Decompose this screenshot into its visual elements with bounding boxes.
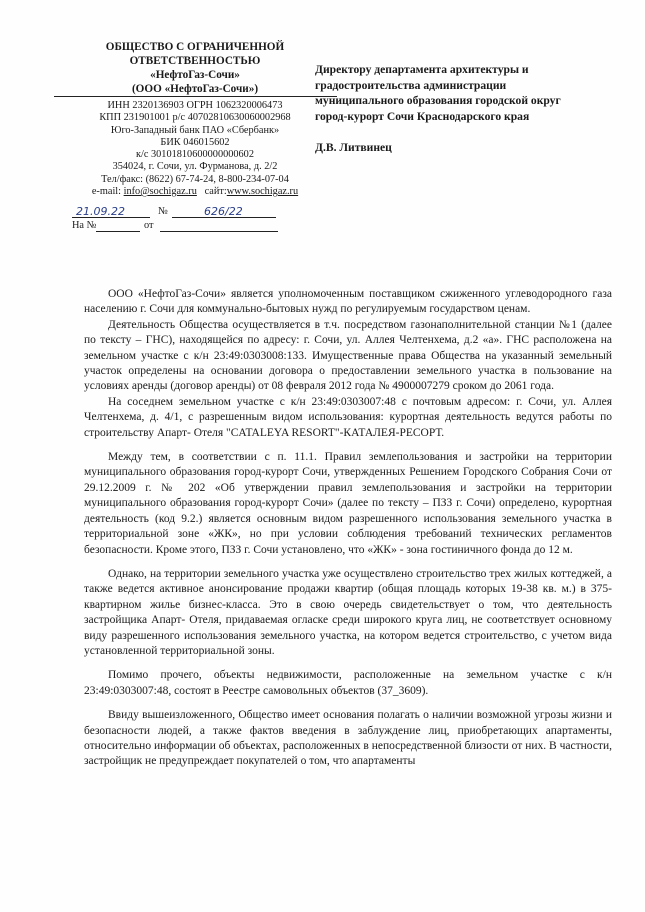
incoming-reference: [72, 220, 282, 234]
email-link[interactable]: info@sochigaz.ru: [123, 186, 197, 198]
sender-requisites: [60, 100, 330, 198]
req-bank: Юго-Западный банк ПАО «Сбербанк»: [110, 124, 280, 136]
req-contacts: [60, 186, 330, 198]
recipient-line-4: город-курорт Сочи Краснодарского края: [315, 109, 530, 123]
ot-label: от: [144, 220, 154, 231]
handwritten-number: 626/22: [204, 205, 243, 218]
req-bik: БИК 046015602: [160, 136, 230, 148]
outgoing-registration: [72, 206, 282, 220]
req-phone: Тел/факс: (8622) 67-74-24, 8-800-234-07-04: [101, 173, 289, 185]
letterhead-divider: [54, 96, 337, 97]
recipient-line-2: градостроительства администрации: [315, 78, 507, 92]
org-line-2: ОТВЕТСТВЕННОСТЬЮ: [129, 55, 261, 67]
req-address: 354024, г. Сочи, ул. Фурманова, д. 2/2: [112, 161, 278, 173]
site-link[interactable]: www.sochigaz.ru: [226, 186, 299, 198]
req-inn: ИНН 2320136903 ОГРН 1062320006473: [107, 100, 283, 111]
letter-body: [84, 287, 612, 770]
paragraph-4: Между тем, в соответствии с п. 11.1. Правил землепользования и застройки на территории муниципального образования город-курорт Сочи, утвержденных Решением Городского Собрания Сочи от 29.12.2009 г. № 202 «Об утверждении правил землепользования и застройки на территории муниципального образования город-курорт Сочи» (далее по тексту – ПЗЗ г. Сочи) определено, курортная деятельность (код 9.2.) является основным видом разрешенного использования земельного участка в территориальной зоне «ЖК», но при условии соблюдения требований технических регламентов безопасности. Кроме этого, ПЗЗ г. Сочи установлено, что «ЖК» - зона гостиничного фонда до 12 м.: [84, 451, 612, 556]
recipient-line-1: Директору департамента архитектуры и: [315, 63, 529, 76]
site-label: сайт:: [204, 186, 227, 198]
recipient-name: Д.В. Литвинец: [315, 141, 392, 154]
paragraph-2: Деятельность Общества осуществляется в т.ч. посредством газонаполнительной станции №1 (далее по тексту – ГНС), находящейся по адресу: г. Сочи, ул. Аллея Челтенхема, д.2 «а». ГНС расположена на земельном участке с к/н 23:49:0303008:133. Имущественные права Общества на указанный земельный участок определены на основании договора о предоставлении земельного участка в пользование на условиях аренды (договор аренды) от 08 февраля 2012 года № 4900007279 сроком до 2061 года.: [84, 318, 612, 393]
paragraph-3: На соседнем земельном участке с к/н 23:49:0303007:48 с почтовым адресом: г. Сочи, ул. Аллея Челтенхема, д. 4/1, с разрешенным видом использования: курортная деятельность ведутся работы по строительству Апарт- Отеля "CATALEYA RESORT"-КАТАЛЕЯ-РЕСОРТ.: [84, 395, 612, 439]
sender-organization: [60, 40, 330, 96]
req-kpp: КПП 231901001 р/с 40702810630060002968: [99, 112, 291, 124]
email-label: e-mail:: [91, 186, 122, 198]
paragraph-7: Ввиду вышеизложенного, Общество имеет основания полагать о наличии возможной угрозы жизни и безопасности людей, а также фактов введения в заблуждение лиц, приобретающих апартаменты, относительно информации об объектах, расположенных в непосредственной близости от них. В частности, застройщик не предупреждает покупателей о том, что апартаменты: [84, 709, 612, 768]
recipient-block: [315, 62, 615, 124]
org-line-1: ОБЩЕСТВО С ОГРАНИЧЕННОЙ: [105, 41, 285, 53]
na-label: На №: [72, 220, 97, 231]
org-line-3: «НефтоГаз-Сочи»: [150, 69, 240, 81]
number-label: №: [158, 206, 168, 217]
paragraph-6: Помимо прочего, объекты недвижимости, расположенные на земельном участке с к/н 23:49:0303007:48, состоят в Реестре самовольных объектов (37_3609).: [84, 669, 612, 697]
recipient-line-3: муниципального образования городской округ: [315, 94, 561, 108]
req-ks: к/с 30101810600000000602: [136, 149, 254, 161]
org-line-4: (ООО «НефтоГаз-Сочи»): [131, 83, 259, 95]
paragraph-1: ООО «НефтоГаз-Сочи» является уполномоченным поставщиком сжиженного углеводородного газа населению г. Сочи для коммунально-бытовых нужд по регулируемым государством ценам.: [84, 288, 612, 316]
paragraph-5: Однако, на территории земельного участка уже осуществлено строительство трех жилых коттеджей, а также ведется активное анонсирование продажи квартир (общая площадь которых 19-38 кв. м.) в 375-квартирном жилье бизнес-класса. Это в свою очередь свидетельствует о том, что деятельность застройщика Апарт- Отеля, придаваемая огласке среди широкого круга лиц, не соответствует основному виду разрешенного использования земельного участка, на котором ведется строительство, с учетом вида установленной территориальной зоны.: [84, 567, 612, 657]
handwritten-date: 21.09.22: [76, 205, 125, 218]
